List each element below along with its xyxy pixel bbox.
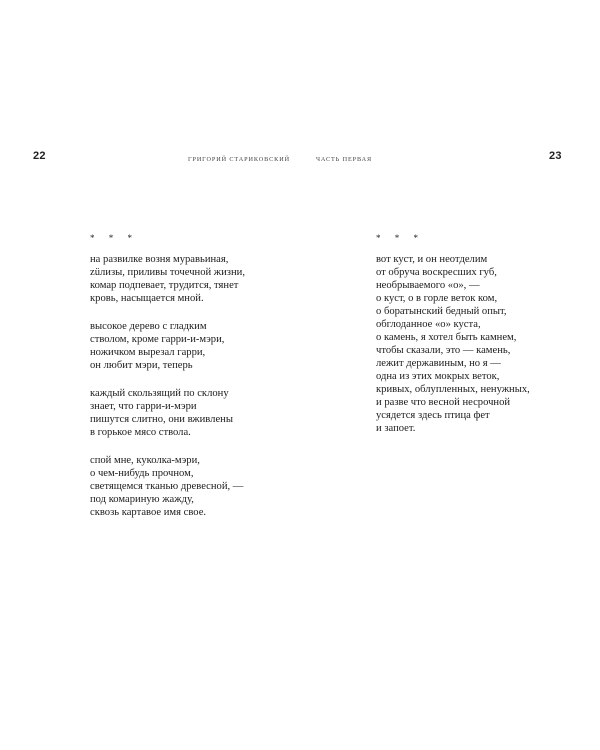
poem-line: о куст, о в горле веток ком, [376, 293, 498, 304]
poem-line: он любит мэри, теперь [90, 360, 193, 371]
running-head-author: ГРИГОРИЙ СТАРИКОВСКИЙ [188, 156, 290, 163]
poem-line: высокое дерево с гладким [90, 321, 207, 332]
poem-left [90, 253, 245, 534]
poem-line: вот куст, и он неотделим [376, 254, 488, 265]
asterism-right: * * * [376, 233, 424, 243]
poem-line: и запоет. [376, 423, 416, 434]
stanza [90, 454, 245, 519]
poem-line: пишутся слитно, они вживлены [90, 414, 233, 425]
poem-line: и разве что весной несрочной [376, 397, 511, 408]
poem-line: ножичком вырезал гарри, [90, 347, 206, 358]
stanza [90, 320, 245, 372]
poem-line: лежит державиным, но я — [376, 358, 501, 369]
poem-line: от обруча воскресших губ, [376, 267, 497, 278]
asterism-left: * * * [90, 233, 138, 243]
poem-line: кровь, насыщается мной. [90, 293, 204, 304]
poem-line: о боратынский бедный опыт, [376, 306, 507, 317]
poem-line: под комариную жажду, [90, 494, 194, 505]
poem-line: сквозь картавое имя свое. [90, 507, 207, 518]
poem-line: стволом, кроме гарри-и-мэри, [90, 334, 225, 345]
poem-line: züлизы, приливы точечной жизни, [90, 267, 245, 278]
stanza [376, 253, 530, 435]
stanza [90, 387, 245, 439]
poem-line: усядется здесь птица фет [376, 410, 490, 421]
poem-line: спой мне, куколка-мэри, [90, 455, 200, 466]
poem-line: обглоданное «о» куста, [376, 319, 481, 330]
poem-line: кривых, облупленных, ненужных, [376, 384, 530, 395]
poem-line: комар подпевает, трудится, тянет [90, 280, 239, 291]
poem-line: в горькое мясо ствола. [90, 427, 191, 438]
poem-line: необрываемого «о», — [376, 280, 480, 291]
poem-line: одна из этих мокрых веток, [376, 371, 500, 382]
running-head-part: ЧАСТЬ ПЕРВАЯ [316, 156, 373, 163]
poem-line: каждый скользящий по склону [90, 388, 229, 399]
stanza [90, 253, 245, 305]
page-number-right: 23 [549, 150, 562, 162]
poem-line: о камень, я хотел быть камнем, [376, 332, 517, 343]
poem-line: светящемся тканью древесной, — [90, 481, 244, 492]
poem-right [376, 253, 530, 450]
poem-line: о чем-нибудь прочном, [90, 468, 194, 479]
poem-line: на развилке возня муравьиная, [90, 254, 229, 265]
poem-line: чтобы сказали, это — камень, [376, 345, 511, 356]
page-number-left: 22 [33, 150, 46, 162]
poem-line: знает, что гарри-и-мэри [90, 401, 197, 412]
